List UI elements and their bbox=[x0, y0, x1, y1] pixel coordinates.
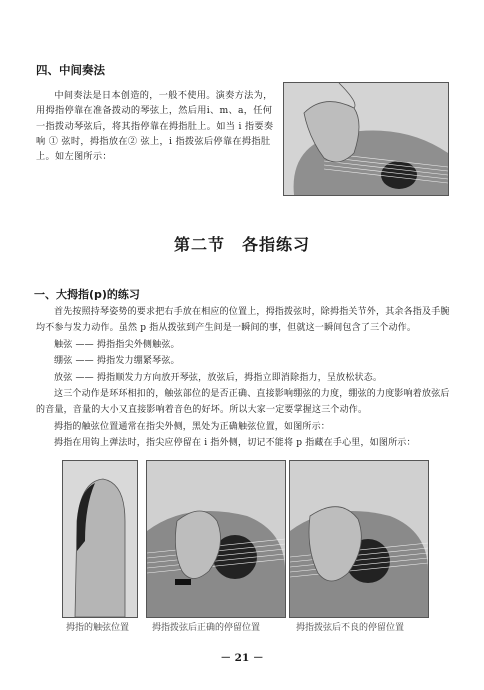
intro-paragraph: 中间奏法是日本创造的，一般不使用。演奏方法为，用拇指停靠在准备拨动的琴弦上，然后用i、m、a，任何一指拨动琴弦后，将其指停靠在拇指肚上。如当 i 指要奏响 ① 弦时，拇指放在② 弦上，i 指拨弦后停靠在拇指肚上。如左图所示： bbox=[36, 90, 274, 163]
thumb-illustration bbox=[63, 461, 137, 617]
page-number: － 21 － bbox=[220, 652, 264, 664]
body-paragraph: 首先按照持琴姿势的要求把右手放在相应的位置上，拇指拨弦时，除拇指关节外，其余各指及手腕均不参与发力动作。虽然 p 指从拨弦到产生间是一瞬间的事，但就这一瞬间包含了三个动作。 bbox=[36, 307, 450, 334]
photo-correct-position bbox=[146, 460, 286, 618]
body-text bbox=[36, 304, 456, 452]
caption-correct-position: 拇指拨弦后正确的停留位置 bbox=[152, 623, 261, 633]
body-paragraph: 拇指在用钩上弹法时，指尖应停留在 i 指外侧，切记不能将 p 指藏在手心里，如图所示： bbox=[54, 438, 416, 449]
intro-text-block bbox=[36, 88, 276, 164]
photo-bad-position bbox=[289, 460, 429, 618]
photo-middle-stroke bbox=[283, 82, 449, 196]
guitar-correct-illustration bbox=[147, 461, 285, 617]
body-paragraph: 触弦 —— 拇指指尖外侧触弦。 bbox=[54, 339, 180, 350]
body-paragraph: 拇指的触弦位置通常在指尖外侧，黑处为正确触弦位置，如图所示： bbox=[54, 421, 331, 432]
body-paragraph: 绷弦 —— 拇指发力绷紧琴弦。 bbox=[54, 356, 180, 367]
chapter-title: 第二节 各指练习 bbox=[173, 235, 310, 254]
caption-bad-position: 拇指拨弦后不良的停留位置 bbox=[296, 623, 405, 633]
sub-heading: 一、大拇指(p)的练习 bbox=[34, 288, 140, 301]
section-heading: 四、中间奏法 bbox=[36, 63, 105, 77]
photo-thumb-contact bbox=[62, 460, 138, 618]
body-paragraph: 这三个动作是环环相扣的，触弦部位的是否正确、直接影响绷弦的力度，绷弦的力度影响着放弦后的音量，音量的大小又直接影响着音色的好坏。所以大家一定要掌握这三个动作。 bbox=[36, 389, 450, 416]
caption-thumb-contact: 拇指的触弦位置 bbox=[66, 623, 130, 633]
guitar-hand-illustration bbox=[284, 83, 448, 195]
body-paragraph: 放弦 —— 拇指顺发力方向放开琴弦，放弦后，拇指立即消除指力，呈放松状态。 bbox=[54, 372, 383, 383]
guitar-bad-illustration bbox=[290, 461, 428, 617]
